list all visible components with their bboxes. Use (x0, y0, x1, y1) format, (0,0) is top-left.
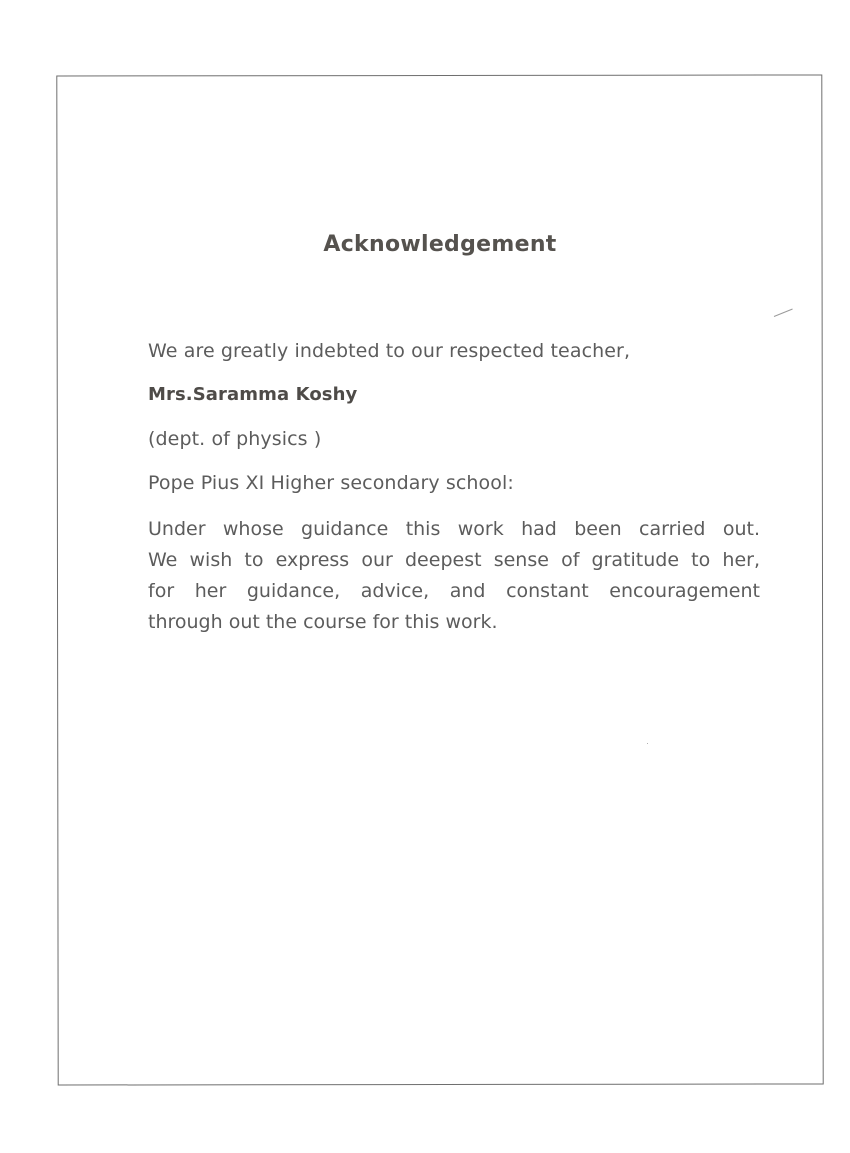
teacher-name: Mrs.Saramma Koshy (148, 384, 358, 405)
paragraph-line: Under whose guidance this work had been carried out. (148, 518, 760, 540)
scan-speck (647, 743, 648, 744)
paragraph-line: through out the course for this work. (148, 611, 498, 633)
page-title: Acknowledgement (323, 232, 557, 257)
school-line: Pope Pius XI Higher secondary school: (148, 472, 514, 494)
department-line: (dept. of physics ) (148, 428, 322, 450)
opening-line: We are greatly indebted to our respected teacher, (148, 340, 631, 362)
gratitude-paragraph (148, 514, 760, 638)
paragraph-line: We wish to express our deepest sense of gratitude to her, (148, 549, 760, 571)
paragraph-line: for her guidance, advice, and constant encouragement (148, 580, 760, 602)
